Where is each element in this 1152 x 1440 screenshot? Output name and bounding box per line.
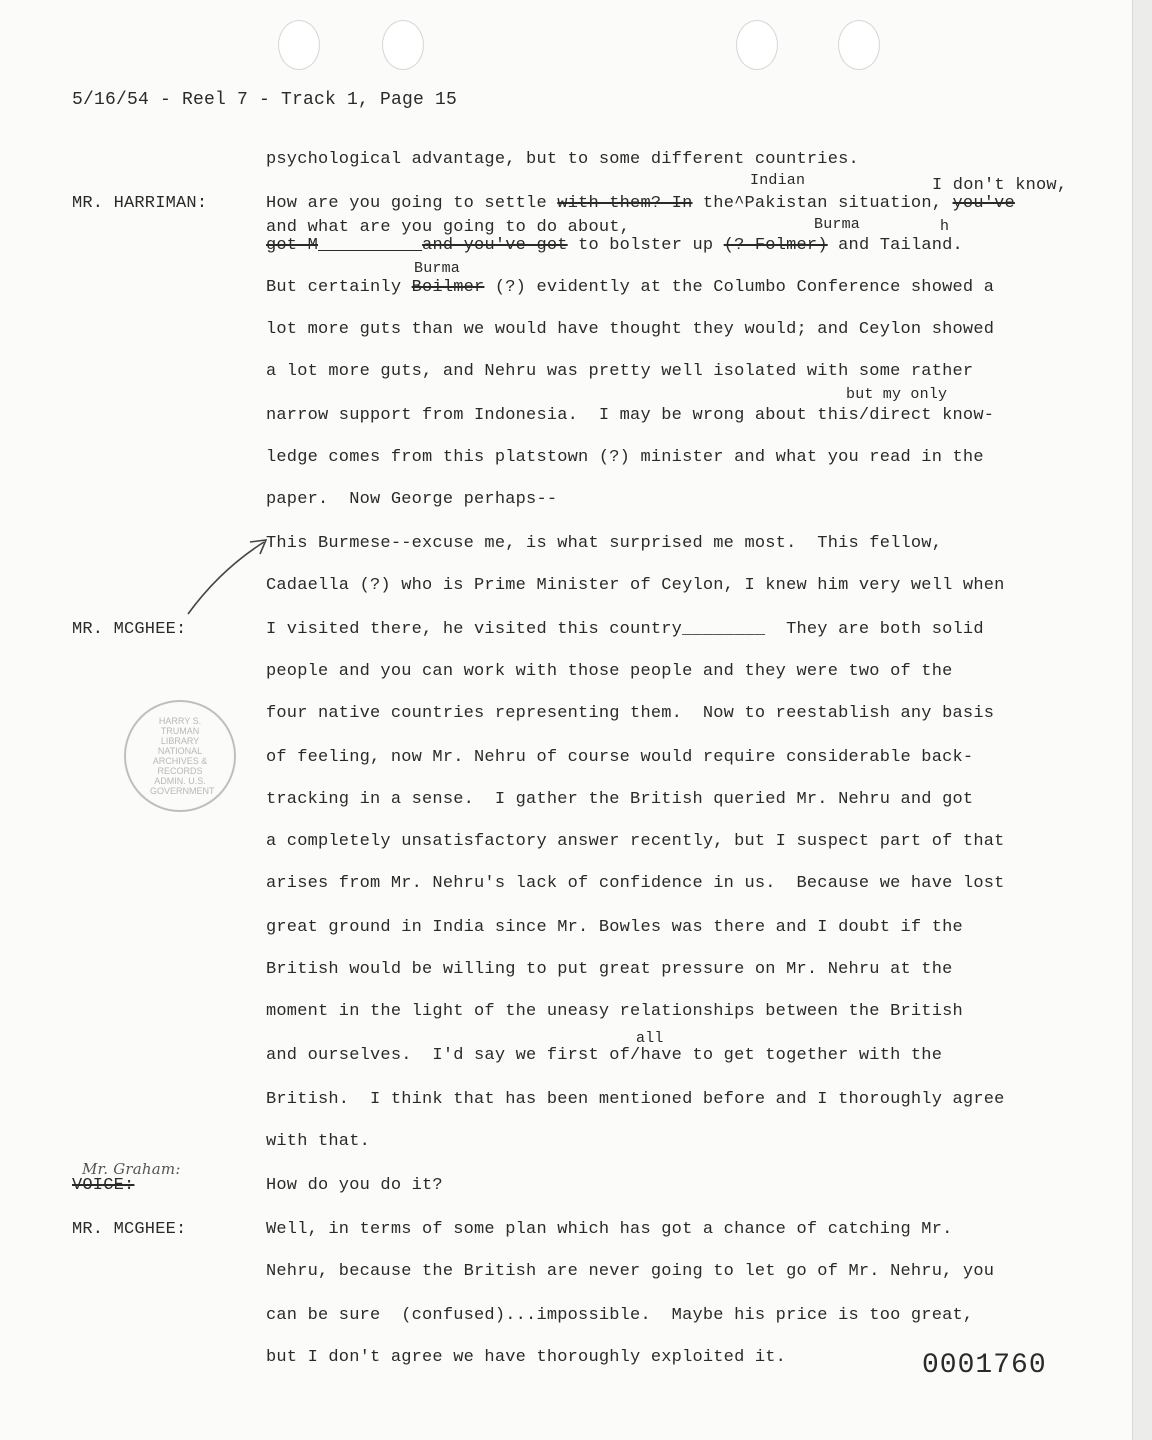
text-line: Well, in terms of some plan which has got a chance of catching Mr. xyxy=(266,1220,953,1239)
text-line: but I don't agree we have thoroughly exploited it. xyxy=(266,1348,787,1367)
text-line: But certainly Boilmer (?) evidently at the Columbo Conference showed a xyxy=(266,278,995,297)
text-line: This Burmese--excuse me, is what surprised me most. This fellow, xyxy=(266,534,943,553)
text-line: a completely unsatisfactory answer recently, but I suspect part of that xyxy=(266,832,1005,851)
insertion: all xyxy=(636,1030,664,1047)
insertion: but my only xyxy=(846,386,948,403)
punch-hole xyxy=(278,20,320,70)
text-line: and ourselves. I'd say we first of/have to get together with the xyxy=(266,1046,943,1065)
text-line: four native countries representing them. Now to reestablish any basis xyxy=(266,704,995,723)
text-line: arises from Mr. Nehru's lack of confidence in us. Because we have lost xyxy=(266,874,1005,893)
punch-hole xyxy=(838,20,880,70)
text-line: psychological advantage, but to some different countries. xyxy=(266,150,859,169)
speaker-label: MR. HARRIMAN: xyxy=(72,194,208,213)
speaker-label: MR. MCGHEE: xyxy=(72,1220,187,1239)
text-line: I visited there, he visited this country________ They are both solid xyxy=(266,620,984,639)
text-line: Nehru, because the British are never going to let go of Mr. Nehru, you xyxy=(266,1262,995,1281)
insertion: I don't know, xyxy=(932,176,1068,195)
handwritten-arrow-icon xyxy=(180,530,280,630)
insertion: h xyxy=(940,218,950,235)
text-line: tracking in a sense. I gather the British queried Mr. Nehru and got xyxy=(266,790,974,809)
page-edge xyxy=(1132,0,1152,1440)
handwritten-speaker: Mr. Graham: xyxy=(82,1160,181,1178)
text-line: great ground in India since Mr. Bowles was there and I doubt if the xyxy=(266,918,963,937)
text-line: Cadaella (?) who is Prime Minister of Ceylon, I knew him very well when xyxy=(266,576,1005,595)
text-line: can be sure (confused)...impossible. Maybe his price is too great, xyxy=(266,1306,974,1325)
page-header: 5/16/54 - Reel 7 - Track 1, Page 15 xyxy=(72,90,458,110)
text-line: people and you can work with those people and they were two of the xyxy=(266,662,953,681)
speaker-label: MR. MCGHEE: xyxy=(72,620,187,639)
punch-hole xyxy=(382,20,424,70)
text-line: lot more guts than we would have thought they would; and Ceylon showed xyxy=(266,320,995,339)
text-line: a lot more guts, and Nehru was pretty well isolated with some rather xyxy=(266,362,974,381)
punch-hole xyxy=(736,20,778,70)
text-line: ledge comes from this platstown (?) minister and what you read in the xyxy=(266,448,984,467)
text-line: moment in the light of the uneasy relationships between the British xyxy=(266,1002,963,1021)
text-line: of feeling, now Mr. Nehru of course would require considerable back- xyxy=(266,748,974,767)
text-line: How do you do it? xyxy=(266,1176,443,1195)
speaker-label: VOICE: xyxy=(72,1176,135,1195)
text-line: narrow support from Indonesia. I may be wrong about this/direct know- xyxy=(266,406,995,425)
text-line: with that. xyxy=(266,1132,371,1151)
text-line: British. I think that has been mentioned before and I thoroughly agree xyxy=(266,1090,1005,1109)
archive-stamp: HARRY S. TRUMAN LIBRARY NATIONAL ARCHIVES & RECORDS ADMIN. U.S. GOVERNMENT xyxy=(124,700,236,812)
insertion: Indian xyxy=(750,172,806,189)
insertion: Burma xyxy=(814,216,861,233)
text-line: and what are you going to do about, xyxy=(266,218,631,237)
insertion: Burma xyxy=(414,260,461,277)
text-line: How are you going to settle with them? In the^Pakistan situation, you've xyxy=(266,194,1015,213)
text-line: British would be willing to put great pressure on Mr. Nehru at the xyxy=(266,960,953,979)
text-line: got M and you've got to bolster up (? Folmer) and Tailand. xyxy=(266,236,963,255)
document-number: 0001760 xyxy=(922,1350,1047,1381)
text-line: paper. Now George perhaps-- xyxy=(266,490,558,509)
